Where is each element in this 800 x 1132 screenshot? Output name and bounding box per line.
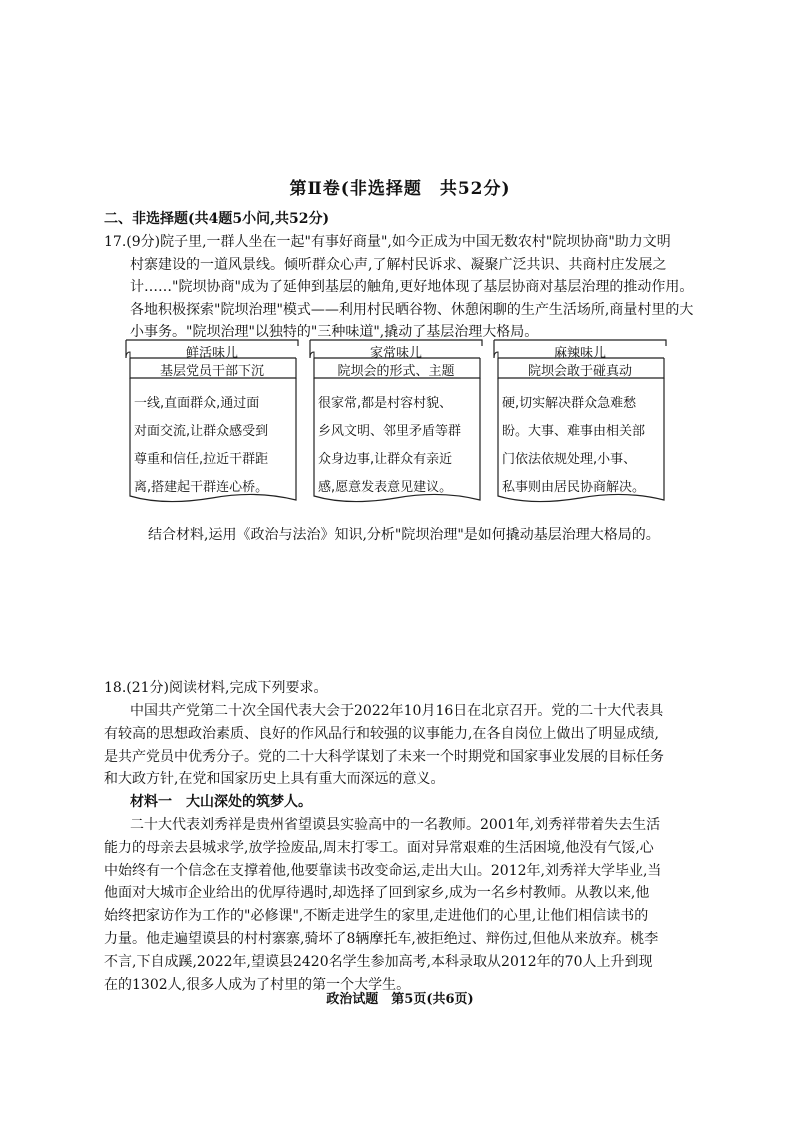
q17-line: 小事务。"院坝治理"以独特的"三种味道",撬动了基层治理大格局。	[130, 324, 539, 340]
box-line: 私事则由居民协商解决。	[502, 480, 646, 495]
q17-line: 计……"院坝协商"成为了延伸到基层的触角,更好地体现了基层协商对基层治理的推动作用。	[130, 279, 694, 295]
box-body	[134, 390, 290, 502]
box-subtitle: 院坝会敢于碰真动	[527, 364, 632, 379]
material-line: 能力的母亲去县城求学,放学捡废品,周末打零工。面对异常艰难的生活困境,他没有气馁,心	[104, 839, 654, 856]
scroll-box-homely	[308, 338, 484, 508]
box-title: 鲜活味儿	[185, 346, 238, 361]
box-line: 对面交流,让群众感受到	[134, 424, 269, 439]
q18-intro-line: 中国共产党第二十次全国代表大会于2022年10月16日在北京召开。党的二十大代表具	[130, 703, 664, 719]
q18-intro-line: 和大政方针,在党和国家历史上具有重大而深远的意义。	[104, 771, 445, 788]
box-line: 众身边事,让群众有亲近	[318, 452, 453, 467]
box-line: 门依法依规处理,小事、	[502, 452, 637, 467]
section-header: 二、非选择题(共4题5小问,共52分)	[104, 211, 330, 227]
question-18-header: 18.(21分)阅读材料,完成下列要求。	[104, 680, 328, 696]
box-line: 尊重和信任,拉近干群距	[134, 452, 269, 467]
question-18-body	[104, 700, 704, 996]
box-line: 乡风文明、邻里矛盾等群	[318, 424, 462, 439]
material-line: 在的1302人,很多人成为了村里的第一个大学生。	[104, 976, 411, 993]
q17-line: 各地积极探索"院坝治理"模式——利用村民晒谷物、休憩闲聊的生产生活场所,商量村里的大	[130, 301, 694, 318]
box-body	[318, 390, 474, 502]
q18-intro-line: 有较高的思想政治素质、良好的作风品行和较强的议事能力,在各自岗位上做出了明显成绩,	[104, 725, 659, 742]
page-footer: 政治试题 第5页(共6页)	[326, 992, 474, 1007]
material-line: 中始终有一个信念在支撑着他,他要靠读书改变命运,走出大山。2012年,刘秀祥大学毕业,当	[104, 862, 662, 879]
box-title: 家常味儿	[369, 346, 422, 361]
q18-intro-line: 是共产党员中优秀分子。党的二十大科学谋划了未来一个时期党和国家事业发展的目标任务	[104, 748, 664, 765]
box-body	[502, 390, 658, 502]
scroll-box-fresh	[124, 338, 300, 508]
box-subtitle: 基层党员干部下沉	[159, 364, 264, 379]
material-line: 他面对大城市企业给出的优厚待遇时,却选择了回到家乡,成为一名乡村教师。从教以来,他	[104, 885, 650, 902]
material-one-label: 材料一 大山深处的筑梦人。	[130, 794, 312, 811]
question-17-stem	[104, 231, 704, 344]
question-17-prompt: 结合材料,运用《政治与法治》知识,分析"院坝治理"是如何撬动基层治理大格局的。	[148, 527, 660, 543]
paper-section-title: 第Ⅱ卷(非选择题 共52分)	[289, 179, 511, 199]
box-line: 离,搭建起干群连心桥。	[134, 480, 269, 495]
q17-line: 村寨建设的一道风景线。倾听群众心声,了解村民诉求、凝聚广泛共识、共商村庄发展之	[130, 256, 667, 273]
material-line: 力量。他走遍望谟县的村村寨寨,骑坏了8辆摩托车,被拒绝过、辩伤过,但他从来放弃。桃李	[104, 930, 659, 947]
q17-line: 17.(9分)院子里,一群人坐在一起"有事好商量",如今正成为中国无数农村"院坝协商"助力文明	[104, 234, 671, 250]
material-line: 始终把家访作为工作的"必修课",不断走进学生的家里,走进他们的心里,让他们相信读书的	[104, 908, 649, 925]
material-line: 不言,下自成蹊,2022年,望谟县2420名学生参加高考,本科录取从2012年的70人上升到现	[104, 953, 653, 970]
box-title: 麻辣味儿	[553, 346, 606, 361]
box-line: 硬,切实解决群众急难愁	[502, 396, 637, 411]
scroll-box-spicy	[492, 338, 668, 508]
box-line: 盼。大事、难事由相关部	[502, 424, 646, 439]
box-subtitle: 院坝会的形式、主题	[337, 364, 455, 379]
box-line: 感,愿意发表意见建议。	[318, 480, 453, 495]
box-line: 一线,直面群众,通过面	[134, 396, 260, 411]
box-line: 很家常,都是村容村貌、	[318, 396, 453, 411]
material-line: 二十大代表刘秀祥是贵州省望谟县实验高中的一名教师。2001年,刘秀祥带着失去生活	[130, 816, 661, 833]
